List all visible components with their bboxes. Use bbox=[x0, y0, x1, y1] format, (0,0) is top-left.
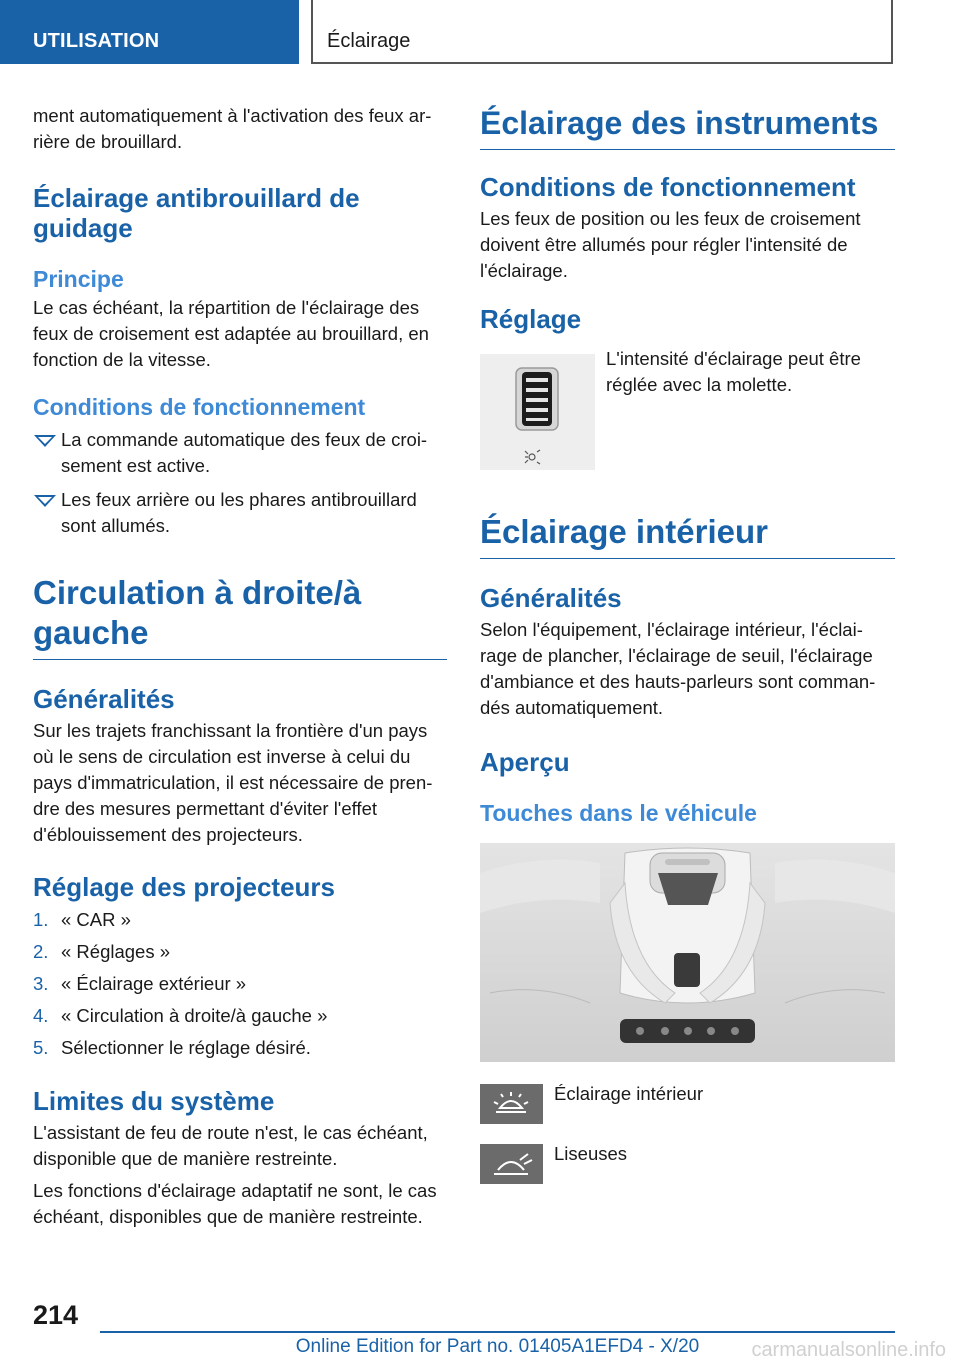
limites-text-1: L'assistant de feu de route n'est, le cas échéant, disponible que de manière restreinte. bbox=[33, 1122, 428, 1169]
chapter-title: Éclairage bbox=[327, 30, 411, 52]
conditions-heading: Conditions de fonctionnement bbox=[33, 394, 366, 420]
intro-text: ment automatiquement à l'activation des feux ar-rière de brouillard. bbox=[33, 105, 432, 152]
reglage-heading: Réglage bbox=[480, 304, 582, 334]
interior-light-icon bbox=[480, 1084, 543, 1124]
generalites-right-text: Selon l'équipement, l'éclairage intérieur, l'éclai-rage de plancher, l'éclairage de seuil, l'éclairage d'ambiance et des hauts-parleurs sont comman-dés automatiquement. bbox=[480, 619, 876, 718]
limites-text-2: Les fonctions d'éclairage adaptatif ne sont, le cas échéant, disponibles que de manière restreinte. bbox=[33, 1180, 437, 1227]
limites-heading: Limites du système bbox=[33, 1086, 275, 1116]
footer-divider bbox=[100, 1331, 895, 1333]
step-text: Sélectionner le réglage désiré. bbox=[61, 1037, 311, 1058]
principe-heading: Principe bbox=[33, 266, 124, 292]
generalites-text: Sur les trajets franchissant la frontière d'un pays où le sens de circulation est inverse à celui du pays d'immatriculation, il est nécessaire de pren-dre des mesures permettant d'éviter l'effet d'éblouissement des projecteurs. bbox=[33, 720, 433, 845]
left-column bbox=[33, 103, 447, 1230]
watermark: carmanualsonline.info bbox=[751, 1339, 946, 1361]
conditions-list bbox=[33, 427, 447, 539]
circulation-heading: Circulation à droite/à gauche bbox=[33, 573, 447, 660]
step-item bbox=[33, 1032, 447, 1064]
step-number: 4. bbox=[33, 1005, 49, 1026]
reglage-text: L'intensité d'éclairage peut être réglée avec la molette. bbox=[606, 348, 861, 395]
step-text: « Éclairage extérieur » bbox=[61, 973, 247, 994]
dimmer-wheel-image bbox=[480, 354, 595, 470]
step-text: « CAR » bbox=[61, 909, 131, 930]
step-text: « Circulation à droite/à gauche » bbox=[61, 1005, 328, 1026]
page-number: 214 bbox=[33, 1300, 79, 1330]
list-item bbox=[33, 427, 447, 479]
generalites-right-heading: Généralités bbox=[480, 583, 622, 613]
section-label: UTILISATION bbox=[33, 30, 160, 52]
roof-console-image bbox=[480, 843, 895, 1062]
step-number: 2. bbox=[33, 941, 49, 962]
triangle-bullet-icon bbox=[34, 435, 56, 447]
steps-list bbox=[33, 904, 447, 1064]
guidage-heading: Éclairage antibrouillard de guidage bbox=[33, 183, 360, 243]
triangle-bullet-icon bbox=[34, 495, 56, 507]
conditions-right-heading: Conditions de fonctionnement bbox=[480, 172, 856, 202]
list-item-text: La commande automatique des feux de croi-sement est active. bbox=[61, 429, 428, 476]
step-item bbox=[33, 968, 447, 1000]
step-number: 1. bbox=[33, 909, 49, 930]
step-item bbox=[33, 904, 447, 936]
apercu-heading: Aperçu bbox=[480, 747, 570, 777]
interior-section bbox=[480, 512, 895, 827]
generalites-heading: Généralités bbox=[33, 684, 175, 714]
conditions-right-text: Les feux de position ou les feux de croisement doivent être allumés pour régler l'intensité de l'éclairage. bbox=[480, 208, 861, 281]
instruments-heading: Éclairage des instruments bbox=[480, 103, 895, 150]
step-number: 3. bbox=[33, 973, 49, 994]
legend-interior-label: Éclairage intérieur bbox=[554, 1083, 704, 1104]
step-item bbox=[33, 936, 447, 968]
edition-text: Online Edition for Part no. 01405A1EFD4 - X/20 bbox=[295, 1336, 700, 1357]
reading-light-icon bbox=[480, 1144, 543, 1184]
step-item bbox=[33, 1000, 447, 1032]
touches-heading: Touches dans le véhicule bbox=[480, 800, 757, 826]
step-text: « Réglages » bbox=[61, 941, 171, 962]
principe-text: Le cas échéant, la répartition de l'éclairage des feux de croisement est adaptée au brouillard, en fonction de la vitesse. bbox=[33, 297, 429, 370]
chapter-tab bbox=[311, 0, 893, 64]
interieur-heading: Éclairage intérieur bbox=[480, 512, 895, 559]
list-item bbox=[33, 487, 447, 539]
legend-reading-label: Liseuses bbox=[554, 1143, 628, 1164]
step-number: 5. bbox=[33, 1037, 49, 1058]
list-item-text: Les feux arrière ou les phares antibrouillard sont allumés. bbox=[61, 489, 417, 536]
section-tab bbox=[0, 0, 299, 64]
reglage-projecteurs-heading: Réglage des projecteurs bbox=[33, 872, 335, 902]
